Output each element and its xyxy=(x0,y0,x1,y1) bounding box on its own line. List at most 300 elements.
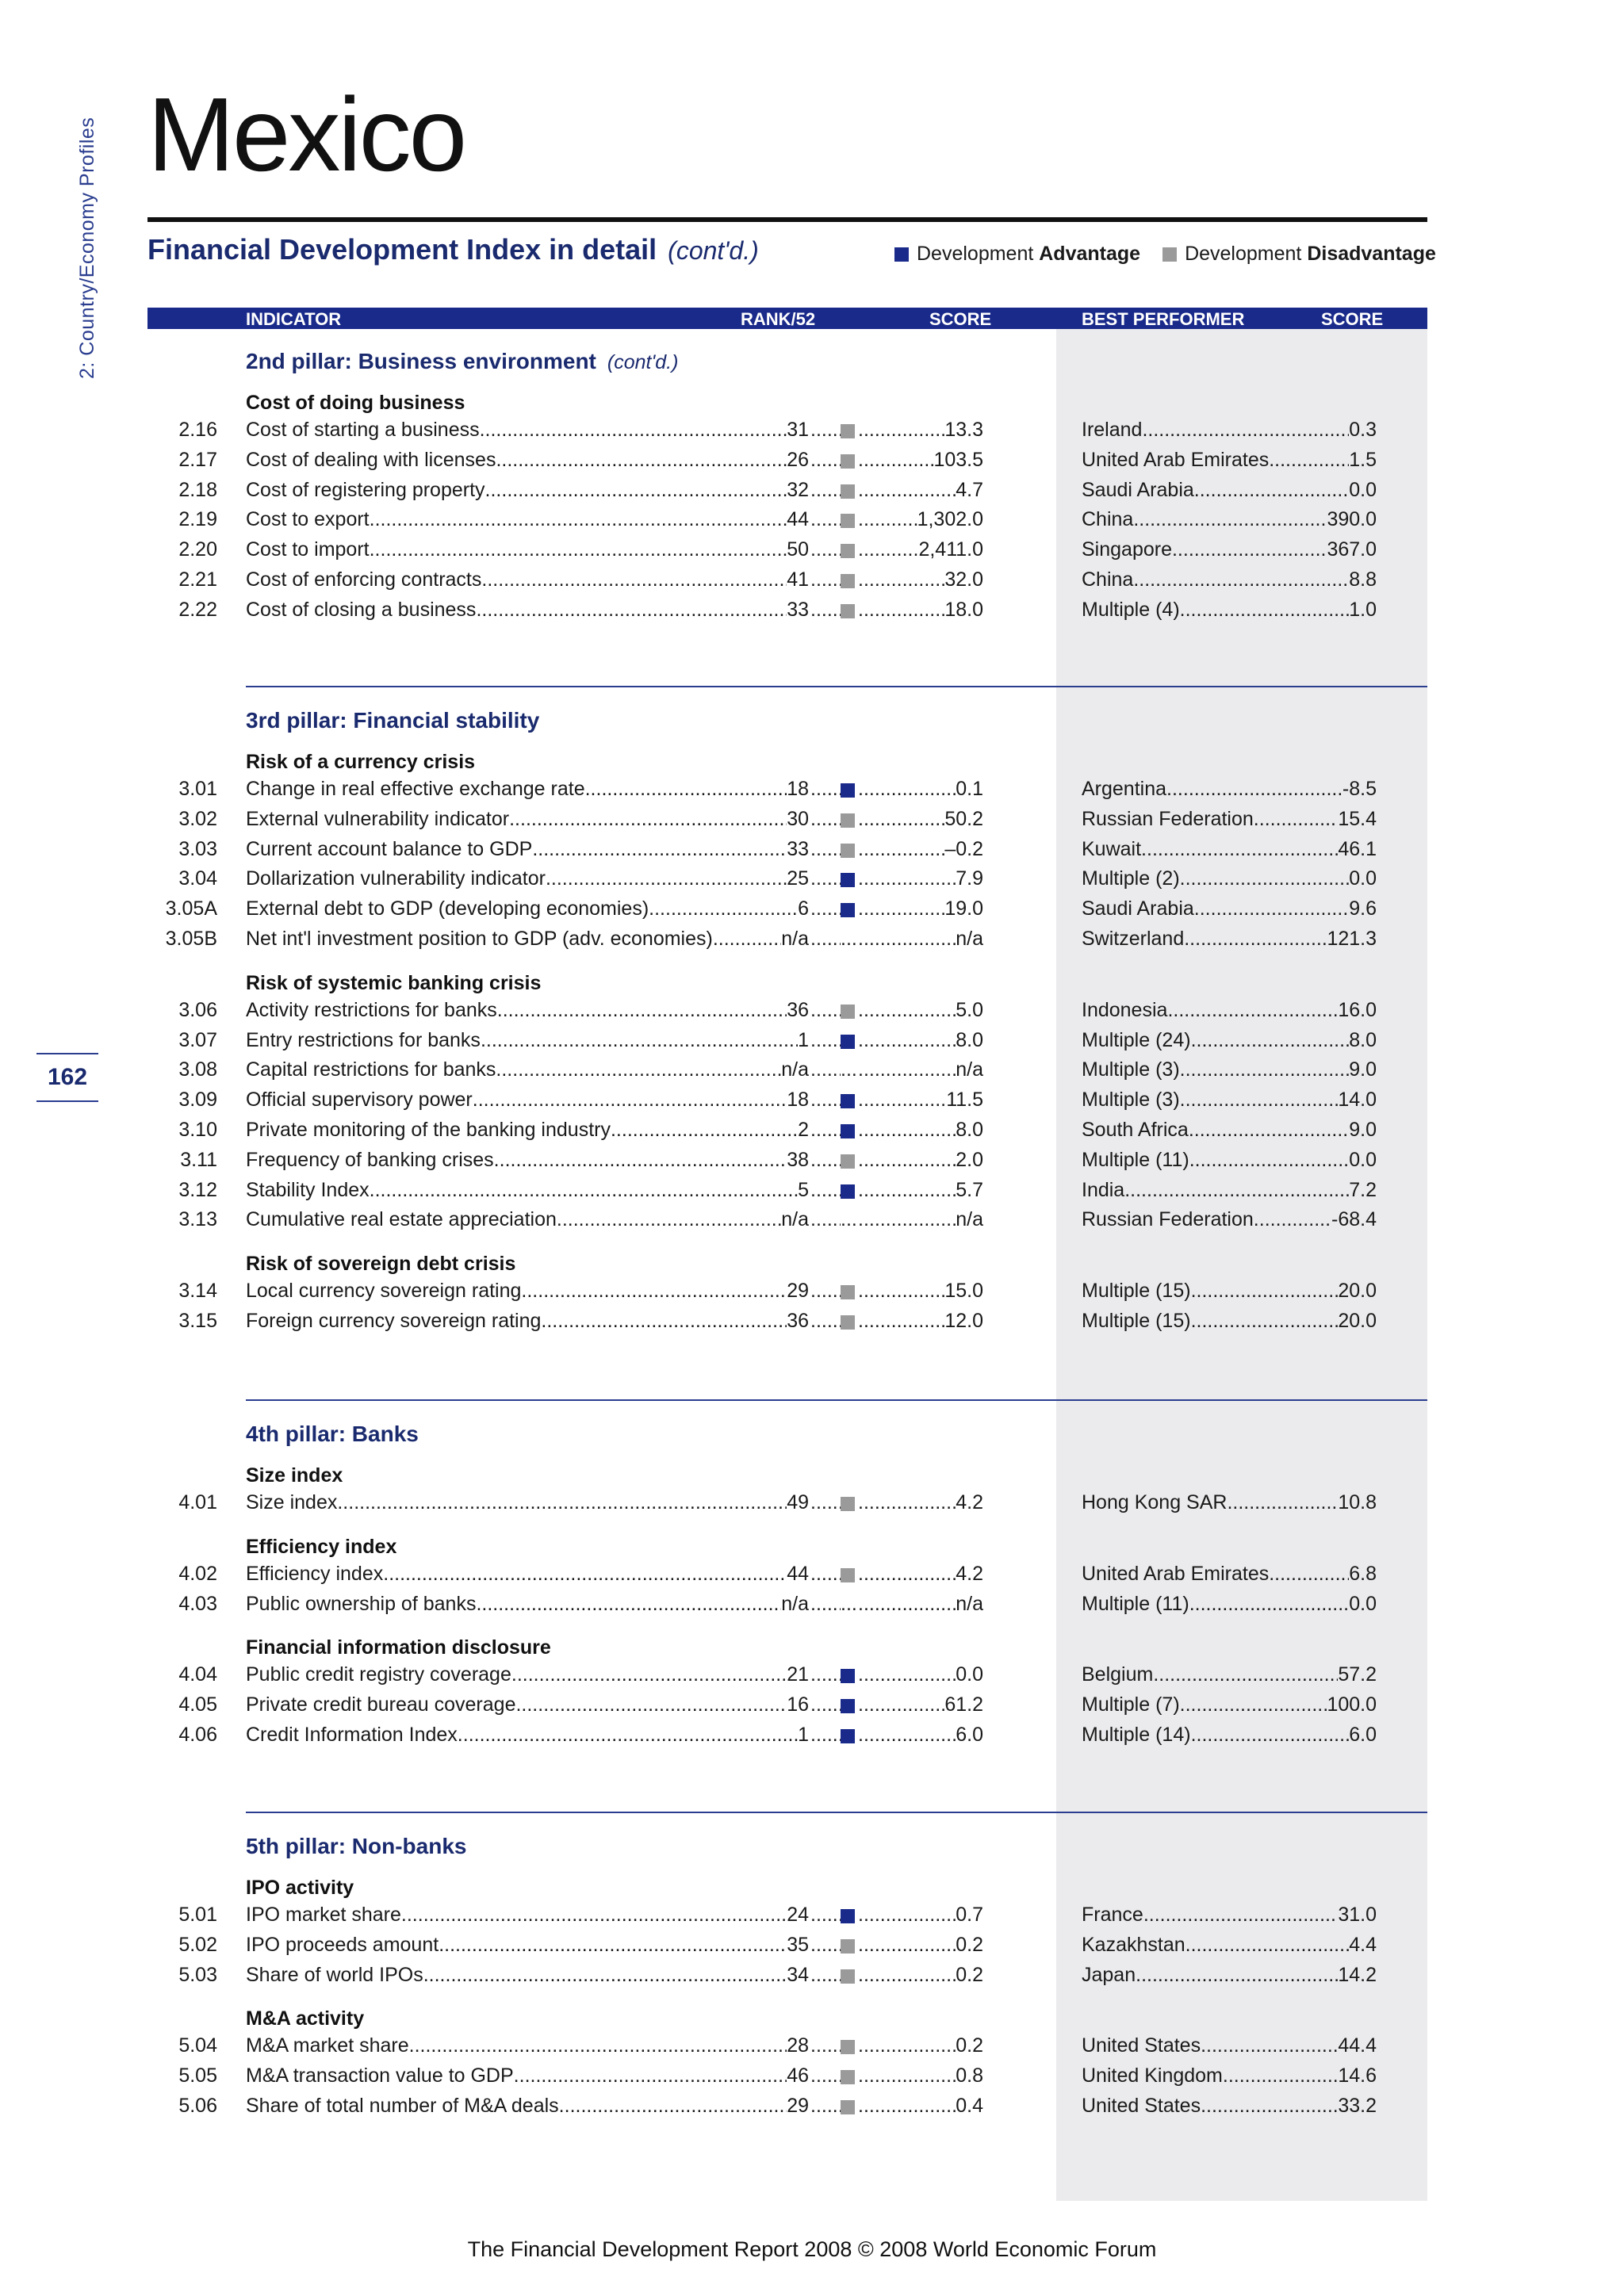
indicator-name: Private credit bureau coverage xyxy=(246,1693,516,1716)
leader-dots xyxy=(1191,1029,1350,1052)
leader-dots xyxy=(858,2064,956,2087)
leader-dots xyxy=(858,1904,956,1927)
legend xyxy=(894,243,1436,266)
table-row xyxy=(0,1280,1624,1310)
leader-dots xyxy=(810,1089,841,1112)
table-row xyxy=(0,599,1624,629)
leader-dots xyxy=(476,1593,781,1616)
best-performer-score: 100.0 xyxy=(1327,1693,1377,1716)
table-row xyxy=(0,1089,1624,1119)
best-performer-cell xyxy=(1082,1310,1377,1333)
indicator-score: n/a xyxy=(956,1208,983,1231)
leader-dots xyxy=(810,538,841,561)
indicator-score: 4.2 xyxy=(956,1491,983,1513)
best-performer-score: 0.0 xyxy=(1349,867,1377,890)
leader-dots xyxy=(810,1491,841,1514)
leader-dots xyxy=(810,897,841,920)
table-row xyxy=(0,999,1624,1029)
indicator-score: 32.0 xyxy=(944,568,983,591)
best-performer-name: China xyxy=(1082,568,1134,591)
advantage-square-icon xyxy=(841,1184,855,1199)
legend-advantage xyxy=(894,243,1140,266)
leader-dots xyxy=(370,538,787,561)
indicator-number: 4.05 xyxy=(178,1693,217,1716)
page-number: 162 xyxy=(47,1064,88,1090)
leader-dots xyxy=(514,2064,787,2087)
indicator-name: Frequency of banking crises xyxy=(246,1148,494,1171)
leader-dots xyxy=(810,1208,841,1231)
table-row xyxy=(0,538,1624,568)
best-performer-name: United States xyxy=(1082,2095,1201,2117)
leader-dots xyxy=(1269,449,1349,472)
disadvantage-square-icon xyxy=(841,1939,855,1954)
indicator-rank: 38 xyxy=(787,1148,809,1171)
best-performer-cell xyxy=(1082,479,1377,502)
leader-dots xyxy=(858,1280,944,1303)
leader-dots xyxy=(858,1563,956,1586)
indicator-name-cell xyxy=(246,1208,809,1231)
leader-dots xyxy=(858,1693,944,1716)
table-row xyxy=(0,2095,1624,2125)
leader-dots xyxy=(611,1119,798,1142)
indicator-score-cell xyxy=(858,1089,983,1112)
indicator-name-cell xyxy=(246,1058,809,1081)
indicator-name-cell xyxy=(246,1029,809,1052)
best-performer-score: 8.0 xyxy=(1349,1028,1377,1051)
disadvantage-square-icon xyxy=(841,844,855,858)
leader-dots xyxy=(1180,599,1350,622)
indicator-rank: 30 xyxy=(787,807,809,830)
best-performer-score: 14.2 xyxy=(1338,1963,1377,1986)
leader-dots xyxy=(858,1934,956,1957)
indicator-number: 4.02 xyxy=(178,1562,217,1585)
leader-dots xyxy=(841,1058,858,1081)
best-performer-name: Saudi Arabia xyxy=(1082,478,1194,501)
indicator-name: Cost of enforcing contracts xyxy=(246,568,482,591)
indicator-score: n/a xyxy=(956,1592,983,1615)
indicator-rank: 18 xyxy=(787,1089,809,1112)
best-performer-name: Hong Kong SAR xyxy=(1082,1491,1228,1513)
indicator-name-cell xyxy=(246,1149,809,1172)
table-row xyxy=(0,449,1624,479)
leader-dots xyxy=(810,1029,841,1052)
best-performer-score: 121.3 xyxy=(1327,928,1377,950)
section-heading xyxy=(147,233,759,266)
indicator-score-cell xyxy=(858,568,983,591)
leader-dots xyxy=(473,1089,787,1112)
best-performer-cell xyxy=(1082,1904,1377,1927)
indicator-score-cell xyxy=(858,1280,983,1303)
leader-dots xyxy=(858,508,917,531)
indicator-score: 4.2 xyxy=(956,1562,983,1585)
indicator-score: 18.0 xyxy=(944,598,983,621)
leader-dots xyxy=(858,838,944,861)
leader-dots xyxy=(810,1724,841,1747)
indicator-score-cell xyxy=(858,1663,983,1686)
disadvantage-square-icon xyxy=(841,2070,855,2084)
best-performer-cell xyxy=(1082,999,1377,1022)
leader-dots xyxy=(810,1934,841,1957)
indicator-name-cell xyxy=(246,2034,809,2057)
leader-dots xyxy=(1189,1119,1349,1142)
leader-dots xyxy=(370,508,787,531)
best-performer-name: Kuwait xyxy=(1082,837,1142,860)
col-score: SCORE xyxy=(929,309,992,329)
best-performer-name: United States xyxy=(1082,2034,1201,2057)
best-performer-score: 46.1 xyxy=(1338,837,1377,860)
table-row xyxy=(0,419,1624,449)
indicator-rank: 2 xyxy=(798,1119,809,1141)
best-performer-name: Ireland xyxy=(1082,419,1143,441)
disadvantage-square-icon xyxy=(841,2100,855,2114)
indicator-rank: 29 xyxy=(787,1280,809,1303)
leader-dots xyxy=(1180,867,1350,890)
table-row xyxy=(0,1934,1624,1964)
leader-dots xyxy=(532,838,787,861)
leader-dots xyxy=(858,867,956,890)
indicator-name: Public credit registry coverage xyxy=(246,1663,511,1686)
best-performer-cell xyxy=(1082,1089,1377,1112)
leader-dots xyxy=(1191,1724,1350,1747)
indicator-number: 3.15 xyxy=(178,1310,217,1332)
indicator-rank: 6 xyxy=(798,897,809,920)
best-performer-name: South Africa xyxy=(1082,1119,1189,1141)
pillar-heading xyxy=(246,708,539,733)
best-performer-score: -68.4 xyxy=(1331,1208,1377,1231)
best-performer-score: 31.0 xyxy=(1338,1904,1377,1926)
indicator-score: 0.7 xyxy=(956,1904,983,1926)
indicator-score-cell xyxy=(858,1149,983,1172)
leader-dots xyxy=(810,1149,841,1172)
table-row xyxy=(0,808,1624,838)
best-performer-score: 20.0 xyxy=(1338,1310,1377,1332)
indicator-score-cell xyxy=(858,1179,983,1202)
group-heading: Risk of a currency crisis xyxy=(246,751,476,773)
indicator-number: 3.13 xyxy=(178,1208,217,1231)
legend-disadvantage xyxy=(1162,243,1436,266)
leader-dots xyxy=(496,449,787,472)
leader-dots xyxy=(1189,1149,1350,1172)
leader-dots xyxy=(521,1280,787,1303)
indicator-rank: 34 xyxy=(787,1963,809,1986)
best-performer-score: 9.6 xyxy=(1349,897,1377,920)
indicator-name: Activity restrictions for banks xyxy=(246,998,497,1021)
indicator-score: 6.0 xyxy=(956,1724,983,1746)
best-performer-score: 9.0 xyxy=(1349,1058,1377,1081)
indicator-number: 3.01 xyxy=(178,778,217,800)
indicator-number: 2.22 xyxy=(178,598,217,621)
disadvantage-square-icon xyxy=(841,454,855,469)
indicator-rank: 35 xyxy=(787,1933,809,1956)
indicator-number: 4.01 xyxy=(178,1491,217,1513)
indicator-number: 2.20 xyxy=(178,538,217,561)
group-heading: IPO activity xyxy=(246,1877,354,1899)
indicator-number: 3.14 xyxy=(178,1280,217,1303)
advantage-square-icon xyxy=(841,1909,855,1923)
best-performer-name: Kazakhstan xyxy=(1082,1933,1185,1956)
indicator-name: Net int'l investment position to GDP (adv. economies) xyxy=(246,928,713,950)
table-row xyxy=(0,1693,1624,1724)
best-performer-score: 6.0 xyxy=(1349,1724,1377,1746)
leader-dots xyxy=(810,1058,841,1081)
leader-dots xyxy=(858,538,918,561)
disadvantage-square-icon xyxy=(841,1497,855,1511)
leader-dots xyxy=(810,1119,841,1142)
group-heading: Risk of sovereign debt crisis xyxy=(246,1253,516,1276)
indicator-rank: 44 xyxy=(787,1562,809,1585)
leader-dots xyxy=(1153,1663,1338,1686)
leader-dots xyxy=(858,1724,956,1747)
leader-dots xyxy=(858,479,956,502)
table-header xyxy=(147,308,1427,329)
leader-dots xyxy=(810,599,841,622)
leader-dots xyxy=(1191,1310,1339,1333)
best-performer-score: 0.0 xyxy=(1349,1148,1377,1171)
leader-dots xyxy=(858,449,933,472)
leader-dots xyxy=(713,928,781,951)
indicator-rank: 44 xyxy=(787,508,809,531)
indicator-name-cell xyxy=(246,1179,809,1202)
best-performer-name: France xyxy=(1082,1904,1143,1926)
best-performer-score: 33.2 xyxy=(1338,2095,1377,2117)
indicator-number: 5.04 xyxy=(178,2034,217,2057)
indicator-number: 3.03 xyxy=(178,837,217,860)
best-performer-name: Singapore xyxy=(1082,538,1172,561)
indicator-score: 0.2 xyxy=(956,2034,983,2057)
indicator-name: IPO market share xyxy=(246,1904,401,1926)
indicator-rank: 36 xyxy=(787,1310,809,1332)
leader-dots xyxy=(810,867,841,890)
legend-advantage-label xyxy=(917,243,1140,266)
title-rule xyxy=(147,217,1427,222)
group-heading: Efficiency index xyxy=(246,1535,397,1558)
indicator-score: n/a xyxy=(956,928,983,950)
leader-dots xyxy=(476,599,787,622)
indicator-number: 5.02 xyxy=(178,1933,217,1956)
indicator-name: Cost of closing a business xyxy=(246,598,477,621)
indicator-name-cell xyxy=(246,999,809,1022)
pillar-title: 3rd pillar: Financial stability xyxy=(246,708,540,733)
indicator-score: –0.2 xyxy=(944,837,983,860)
leader-dots xyxy=(1180,1089,1339,1112)
indicator-score: 2.0 xyxy=(956,1148,983,1171)
indicator-score: 103.5 xyxy=(933,448,983,471)
indicator-name-cell xyxy=(246,1964,809,1987)
indicator-score-cell xyxy=(858,538,983,561)
section-side-label: 2: Country/Economy Profiles xyxy=(76,117,98,379)
best-performer-name: Multiple (2) xyxy=(1082,867,1180,890)
leader-dots xyxy=(810,1280,841,1303)
indicator-name-cell xyxy=(246,1280,809,1303)
leader-dots xyxy=(1166,778,1342,801)
leader-dots xyxy=(383,1563,787,1586)
indicator-name: Current account balance to GDP xyxy=(246,837,533,860)
leader-dots xyxy=(557,1208,781,1231)
leader-dots xyxy=(810,778,841,801)
table-row xyxy=(0,867,1624,897)
leader-dots xyxy=(810,808,841,831)
indicator-score-cell xyxy=(858,2095,983,2118)
best-performer-cell xyxy=(1082,419,1377,442)
indicator-name-cell xyxy=(246,1593,809,1616)
leader-dots xyxy=(1167,999,1338,1022)
best-performer-cell xyxy=(1082,1593,1377,1616)
best-performer-cell xyxy=(1082,1058,1377,1081)
indicator-score: 0.4 xyxy=(956,2095,983,2117)
leader-dots xyxy=(481,1029,798,1052)
best-performer-cell xyxy=(1082,867,1377,890)
best-performer-cell xyxy=(1082,1208,1377,1231)
indicator-name-cell xyxy=(246,1904,809,1927)
table-row xyxy=(0,1119,1624,1149)
indicator-name-cell xyxy=(246,1119,809,1142)
disadvantage-square-icon xyxy=(841,1969,855,1984)
indicator-score-cell xyxy=(858,2034,983,2057)
indicator-score-cell xyxy=(858,1208,983,1231)
indicator-score: 11.5 xyxy=(946,1089,983,1112)
indicator-score-cell xyxy=(858,1934,983,1957)
indicator-name-cell xyxy=(246,2064,809,2087)
advantage-square-icon xyxy=(841,1669,855,1683)
indicator-name: IPO proceeds amount xyxy=(246,1933,439,1956)
indicator-name: Efficiency index xyxy=(246,1562,384,1585)
leader-dots xyxy=(810,928,841,951)
table-row xyxy=(0,2064,1624,2095)
indicator-score: 0.0 xyxy=(956,1663,983,1686)
indicator-score-cell xyxy=(858,599,983,622)
table-row xyxy=(0,1593,1624,1623)
indicator-name: Cost to export xyxy=(246,508,370,531)
indicator-score: 4.7 xyxy=(956,478,983,501)
indicator-name: Stability Index xyxy=(246,1178,370,1201)
indicator-name-cell xyxy=(246,867,809,890)
leader-dots xyxy=(1184,928,1327,951)
indicator-name-cell xyxy=(246,897,809,920)
pillar-divider xyxy=(246,686,1427,687)
leader-dots xyxy=(810,449,841,472)
indicator-name: Size index xyxy=(246,1491,338,1513)
table-row xyxy=(0,928,1624,958)
group-heading: Financial information disclosure xyxy=(246,1636,551,1659)
leader-dots xyxy=(401,1904,787,1927)
table-row xyxy=(0,1058,1624,1089)
best-performer-cell xyxy=(1082,1491,1377,1514)
indicator-rank: 16 xyxy=(787,1693,809,1716)
indicator-rank: n/a xyxy=(781,1208,809,1231)
indicator-score: 2,411.0 xyxy=(918,538,983,561)
indicator-rank: 29 xyxy=(787,2095,809,2117)
table-row xyxy=(0,1724,1624,1754)
best-performer-score: 14.0 xyxy=(1338,1089,1377,1112)
disadvantage-square-icon xyxy=(1162,247,1177,262)
best-performer-name: Multiple (11) xyxy=(1082,1592,1189,1615)
indicator-name: Foreign currency sovereign rating xyxy=(246,1310,542,1332)
indicator-score: 19.0 xyxy=(944,897,983,920)
leader-dots xyxy=(810,1904,841,1927)
best-performer-score: 390.0 xyxy=(1327,508,1377,531)
leader-dots xyxy=(370,1179,798,1202)
leader-dots xyxy=(858,897,944,920)
indicator-name-cell xyxy=(246,808,809,831)
best-performer-score: 14.6 xyxy=(1338,2064,1377,2087)
leader-dots xyxy=(810,1179,841,1202)
indicator-name: Cost of dealing with licenses xyxy=(246,448,496,471)
best-performer-score: 15.4 xyxy=(1338,807,1377,830)
group-heading: Size index xyxy=(246,1464,343,1487)
leader-dots xyxy=(858,1310,944,1333)
indicator-name: External debt to GDP (developing economies) xyxy=(246,897,649,920)
indicator-number: 3.10 xyxy=(178,1119,217,1141)
indicator-name: Public ownership of banks xyxy=(246,1592,477,1615)
indicator-name: Share of world IPOs xyxy=(246,1963,423,1986)
indicator-score-cell xyxy=(858,508,983,531)
indicator-name: Change in real effective exchange rate xyxy=(246,778,585,800)
indicator-number: 3.09 xyxy=(178,1089,217,1112)
leader-dots xyxy=(496,1058,781,1081)
indicator-score: 1,302.0 xyxy=(917,508,983,531)
best-performer-cell xyxy=(1082,1934,1377,1957)
best-performer-cell xyxy=(1082,1029,1377,1052)
indicator-rank: 31 xyxy=(787,419,809,441)
leader-dots xyxy=(810,1310,841,1333)
leader-dots xyxy=(1133,568,1349,591)
indicator-name-cell xyxy=(246,1663,809,1686)
best-performer-score: 1.5 xyxy=(1349,448,1377,471)
pillar-heading xyxy=(246,349,678,374)
indicator-name: Share of total number of M&A deals xyxy=(246,2095,559,2117)
indicator-name-cell xyxy=(246,508,809,531)
indicator-name-cell xyxy=(246,778,809,801)
leader-dots xyxy=(1172,538,1327,561)
leader-dots xyxy=(858,999,956,1022)
legend-disadvantage-label xyxy=(1185,243,1436,266)
leader-dots xyxy=(458,1724,798,1747)
advantage-square-icon xyxy=(841,1094,855,1108)
leader-dots xyxy=(858,778,956,801)
pillar-divider xyxy=(246,1399,1427,1401)
disadvantage-square-icon xyxy=(841,1285,855,1299)
advantage-square-icon xyxy=(841,1124,855,1138)
best-performer-cell xyxy=(1082,449,1377,472)
leader-dots xyxy=(810,1693,841,1716)
indicator-rank: 50 xyxy=(787,538,809,561)
leader-dots xyxy=(858,1208,956,1231)
table-row xyxy=(0,1149,1624,1179)
indicator-score-cell xyxy=(858,897,983,920)
indicator-number: 3.02 xyxy=(178,807,217,830)
legend-dis-prefix: Development xyxy=(1185,243,1308,265)
indicator-name-cell xyxy=(246,449,809,472)
best-performer-score: 20.0 xyxy=(1338,1280,1377,1303)
table-row xyxy=(0,778,1624,808)
indicator-score-cell xyxy=(858,1593,983,1616)
indicator-number: 3.04 xyxy=(178,867,217,890)
indicator-score-cell xyxy=(858,479,983,502)
indicator-number: 3.08 xyxy=(178,1058,217,1081)
pillar-contd: (cont'd.) xyxy=(607,351,679,373)
best-performer-score: 9.0 xyxy=(1349,1119,1377,1141)
best-performer-name: China xyxy=(1082,508,1134,531)
group-heading: Cost of doing business xyxy=(246,392,465,414)
leader-dots xyxy=(1191,1280,1339,1303)
leader-dots xyxy=(858,1058,956,1081)
indicator-name: Credit Information Index xyxy=(246,1724,458,1746)
leader-dots xyxy=(858,1119,956,1142)
leader-dots xyxy=(1143,1904,1339,1927)
disadvantage-square-icon xyxy=(841,544,855,558)
leader-dots xyxy=(1227,1491,1338,1514)
indicator-score-cell xyxy=(858,928,983,951)
